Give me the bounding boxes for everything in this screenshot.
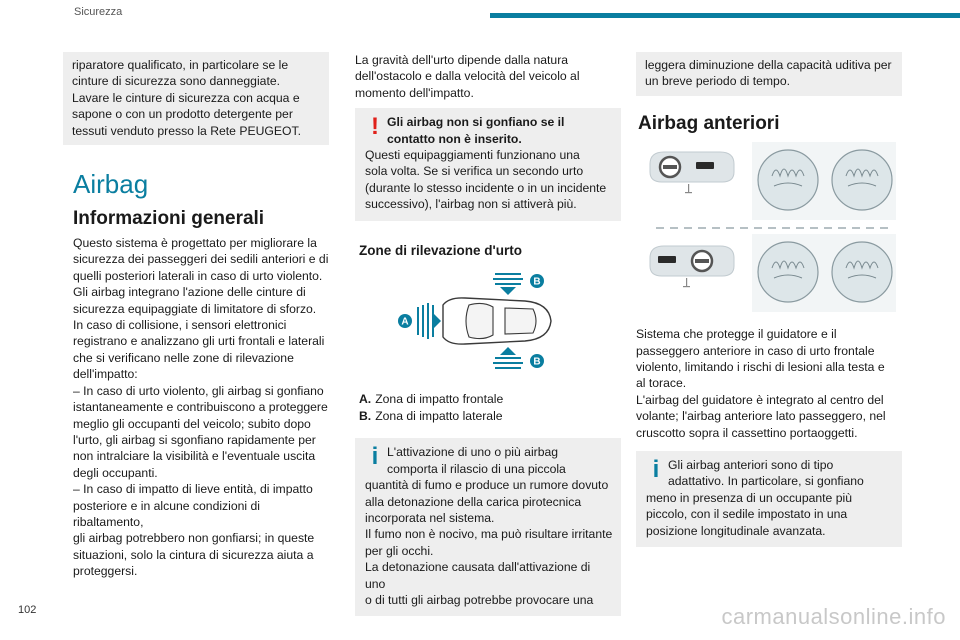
text-line: In caso di collisione, i sensori elettronici (73, 318, 287, 333)
text-line: – In caso di urto violento, gli airbag si gonfiano (73, 383, 324, 398)
airbag-deployment-top-icon (752, 142, 896, 220)
text-line: violento, limitando i rischi di lesioni alla testa e (636, 360, 885, 375)
text-line: sapone o con un prodotto detergente per (72, 107, 293, 122)
text-line: La detonazione causata dall'attivazione di uno (365, 560, 591, 591)
text-line: sicurezza equipaggiate di limitatore di sforzo. (73, 301, 317, 316)
zone-b-label: B (533, 276, 541, 288)
text-line: leggera diminuzione della capacità uditiva per (645, 58, 892, 72)
text-line: – In caso di impatto di lieve entità, di impatto (73, 482, 313, 497)
zone-b-marker-top (530, 274, 544, 288)
text-line: istantaneamente e contribuiscono a proteggere (73, 400, 328, 415)
text-line: Questo sistema è progettato per migliorare la (73, 236, 317, 251)
info-box-smoke (355, 438, 621, 616)
text-line: meglio gli occupanti del veicolo; subito dopo (73, 416, 311, 431)
text-line: l'urto, gli airbag si sgonfiano rapidamente per (73, 432, 316, 447)
text-line: incorporata nel sistema. (365, 510, 495, 525)
car-top-view-icon (443, 298, 551, 344)
text-line: degli occupanti. (73, 465, 158, 480)
warning-title-line: Gli airbag non si gonfiano se il (387, 115, 565, 130)
text-line: cruscotto sopra il cassettino portaoggetti. (636, 425, 858, 440)
text-line: posteriore e in alcune condizioni di ribaltamento, (73, 498, 260, 529)
dashboard-rhd-icon (650, 246, 734, 287)
text-line: che si verificano nelle zone di rilevazione (73, 350, 294, 365)
text-line: (durante lo stesso incidente o in un incidente (365, 180, 607, 195)
info-icon: i (371, 443, 379, 471)
text-line: dell'impatto: (73, 367, 138, 382)
zone-a-marker (398, 314, 412, 328)
text-line: non intralciare la visibilità e l'eventuale uscita (73, 449, 316, 464)
text-line: proteggersi. (73, 564, 138, 579)
general-info-body (63, 235, 329, 580)
impact-zone-diagram (397, 271, 557, 371)
section-title-airbag: Airbag (73, 169, 149, 200)
text-line: per gli occhi. (365, 543, 434, 558)
text-line: adattativo. In particolare, si gonfiano (668, 474, 864, 489)
front-airbags-title: Airbag anteriori (638, 112, 780, 134)
text-line: L'attivazione di uno o più airbag (387, 445, 559, 460)
text-line: cinture di sicurezza sono danneggiate. (72, 74, 280, 89)
text-line: momento dell'impatto. (355, 85, 474, 100)
text-line: volante; l'airbag anteriore lato passeggero, nel (636, 409, 886, 424)
zone-b-marker-bottom (530, 354, 544, 368)
diagram-legend (355, 391, 621, 424)
column-3 (636, 52, 902, 547)
side-impact-arrows-top-icon (493, 273, 523, 295)
text-line: Questi equipaggiamenti funzionano una (365, 148, 580, 163)
text-line: riparatore qualificato, in particolare se le (72, 58, 289, 72)
zone-a-label: A (401, 316, 409, 328)
zone-b-label: B (533, 356, 541, 368)
text-line: Sistema che protegge il guidatore e il (636, 327, 837, 342)
airbag-deployment-bottom-icon (752, 234, 896, 312)
warning-title-line: contatto non è inserito. (387, 131, 522, 146)
info-box-adaptive (636, 451, 902, 547)
column-2 (355, 52, 621, 616)
text-line: successivo), l'airbag non si attiverà più. (365, 197, 577, 212)
text-line: passeggero anteriore in caso di urto frontale (636, 343, 875, 358)
text-line: Gli airbag integrano l'azione delle cinture di (73, 285, 306, 300)
warning-box (355, 108, 621, 220)
impact-zones-title: Zone di rilevazione d'urto (359, 242, 522, 258)
text-line: Gli airbag anteriori sono di tipo (668, 458, 834, 473)
text-line: quelli posteriori laterali in caso di urto violento. (73, 268, 323, 283)
legend-key: B. (359, 408, 372, 423)
info-icon: i (652, 456, 660, 484)
text-line: posizione longitudinale avanzata. (646, 523, 826, 538)
section-label: Sicurezza (74, 6, 123, 18)
front-impact-arrows-icon (417, 303, 441, 339)
dashboard-lhd-icon (650, 152, 734, 193)
column-1 (63, 52, 329, 580)
text-line: registrano e analizzano gli urti frontali e laterali (73, 334, 325, 349)
belt-care-box (63, 52, 329, 145)
text-line: sicurezza dei passeggeri dei sedili anteriori e di (73, 252, 329, 267)
text-line: meno in presenza di un occupante più (646, 490, 852, 505)
legend-text: Zona di impatto laterale (375, 408, 503, 423)
text-line: dell'ostacolo e dalla velocità del veicolo al (355, 69, 580, 84)
subtitle-general-info: Informazioni generali (73, 208, 265, 230)
header-accent-bar (490, 13, 960, 18)
text-line: La gravità dell'urto dipende dalla natura (355, 53, 569, 67)
text-line: o di tutti gli airbag potrebbe provocare una (365, 592, 594, 607)
text-line: sola volta. Se si verifica un secondo urto (365, 164, 584, 179)
text-line: al torace. (636, 376, 687, 391)
text-line: quantità di fumo e produce un rumore dovuto (365, 478, 609, 493)
legend-text: Zona di impatto frontale (375, 392, 504, 407)
impact-severity-text (355, 52, 621, 101)
watermark: carmanualsonline.info (721, 604, 946, 629)
text-line: comporta il rilascio di una piccola (387, 461, 566, 476)
text-line: Lavare le cinture di sicurezza con acqua e (72, 90, 300, 105)
hearing-continuation-box (636, 52, 902, 96)
front-airbags-illustration (642, 142, 896, 312)
text-line: tessuti venduto presso la Rete PEUGEOT. (72, 123, 301, 138)
legend-item (359, 391, 621, 407)
warning-exclamation-icon: ! (371, 113, 379, 141)
legend-item (359, 408, 621, 424)
front-airbags-body (636, 326, 902, 441)
side-impact-arrows-bottom-icon (493, 347, 523, 369)
text-line: L'airbag del guidatore è integrato al centro del (636, 392, 884, 407)
text-line: alla detonazione della carica pirotecnica (365, 494, 582, 509)
text-line: piccolo, con il sedile impostato in una (646, 507, 848, 522)
text-line: situazioni, solo la cintura di sicurezza aiuta a (73, 547, 314, 562)
text-line: un breve periodo di tempo. (645, 74, 790, 89)
page-number: 102 (18, 604, 37, 616)
text-line: Il fumo non è nocivo, ma può risultare irritante (365, 527, 613, 542)
legend-key: A. (359, 392, 372, 407)
text-line: gli airbag potrebbero non gonfiarsi; in queste (73, 531, 315, 546)
